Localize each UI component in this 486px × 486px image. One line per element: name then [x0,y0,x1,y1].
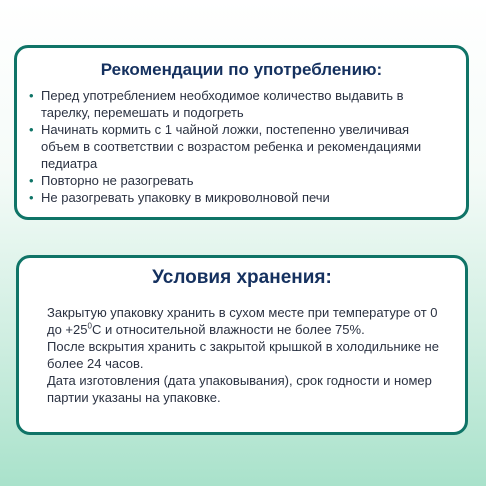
list-item-text: Перед употреблением необходимое количество выдавить в тарелку, перемешать и подогреть [41,88,404,120]
list-item [29,189,449,206]
bullet-icon: • [29,122,34,137]
list-item-text: Не разогревать упаковку в микроволновой печи [41,190,330,205]
list-item-text: Начинать кормить с 1 чайной ложки, постепенно увеличивая объем в соответствии с возрастом ребенка и рекомендациями педиатра [41,122,422,171]
storage-line-3: Дата изготовления (дата упаковывания), срок годности и номер партии указаны на упаковке. [47,373,432,405]
usage-recommendations-card [14,45,469,220]
storage-line-2: После вскрытия хранить с закрытой крышкой в холодильнике не более 24 часов. [47,339,439,371]
list-item [29,121,449,172]
list-item [29,172,449,189]
usage-list [29,87,449,206]
bullet-icon: • [29,88,34,103]
usage-recommendations-title: Рекомендации по употреблению: [100,60,383,79]
list-item [29,87,449,121]
list-item-text: Повторно не разогревать [41,173,194,188]
bullet-icon: • [29,190,34,205]
storage-conditions-title: Условия хранения: [152,267,332,288]
storage-conditions-card [16,255,468,435]
bullet-icon: • [29,173,34,188]
storage-line-1: Закрытую упаковку хранить в сухом месте при температуре от 0 до $+25^0С$ и относительной влажности не более 75%. [47,305,438,337]
storage-text [47,304,452,406]
degree-superscript: 0 [87,321,92,331]
